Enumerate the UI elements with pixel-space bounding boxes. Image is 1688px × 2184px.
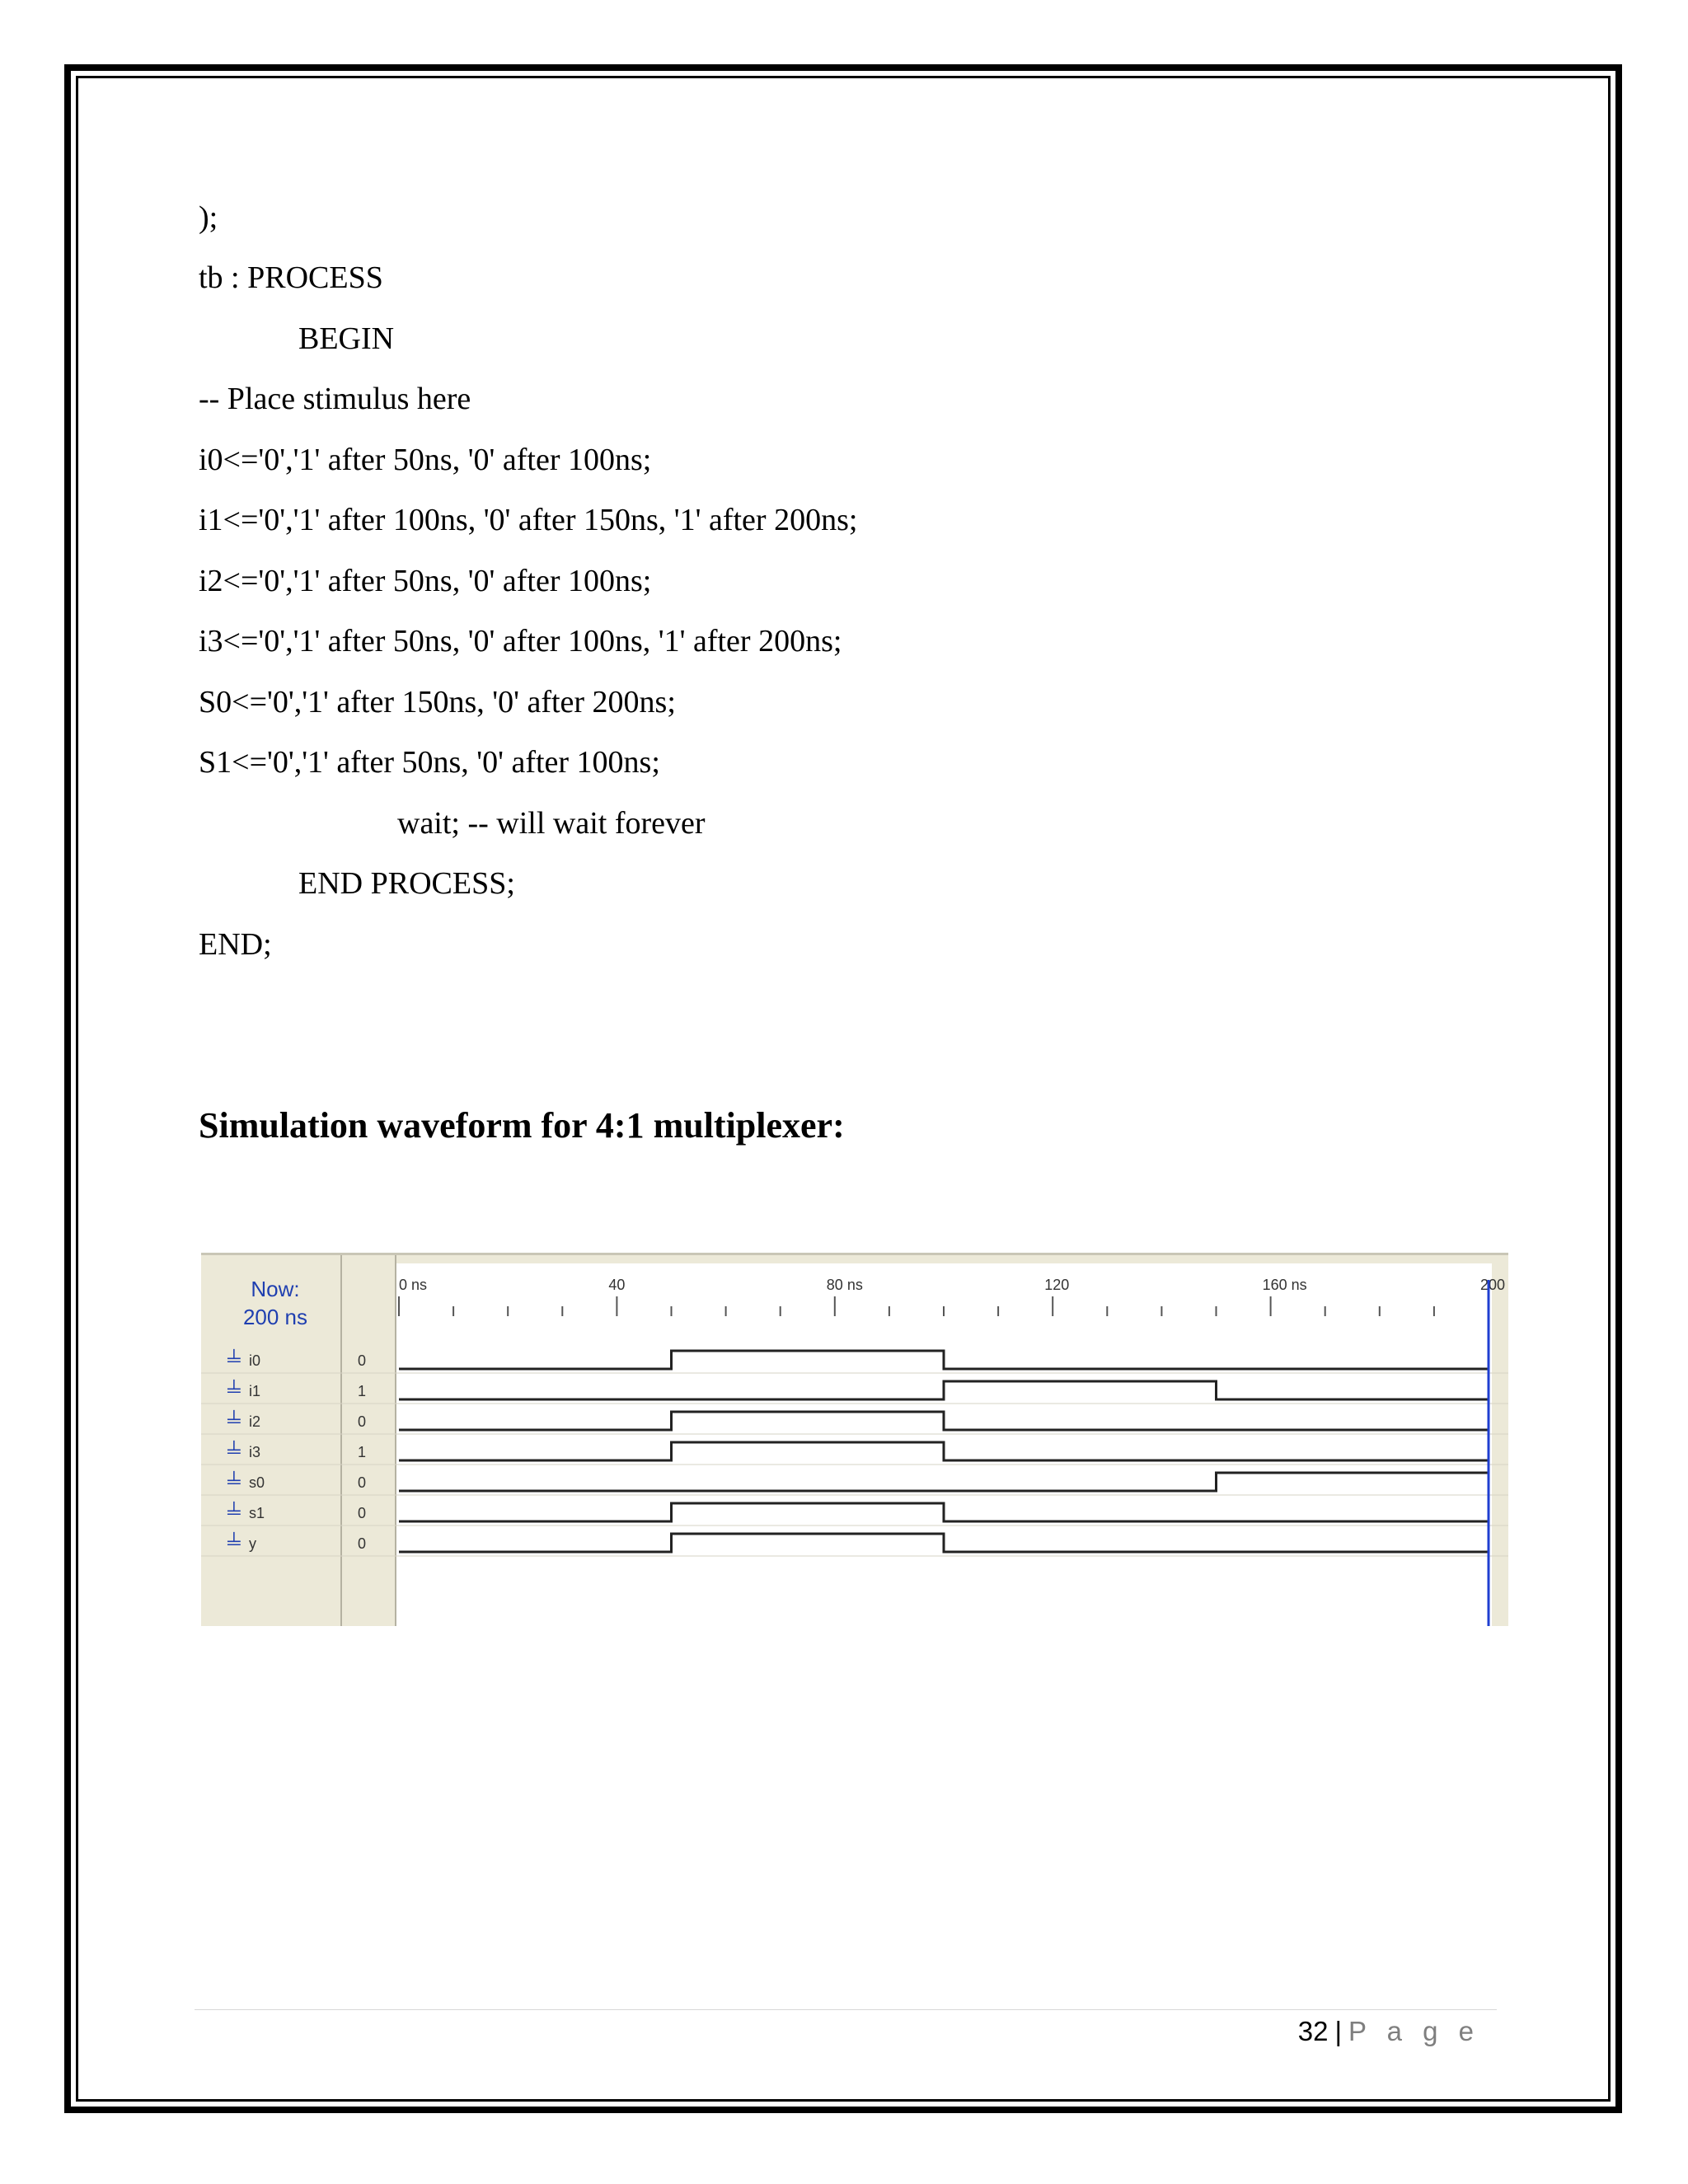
code-line: i3<='0','1' after 50ns, '0' after 100ns, '1' after 200ns; (199, 624, 842, 658)
waveform-screenshot (201, 1253, 1508, 1626)
code-line: i2<='0','1' after 50ns, '0' after 100ns; (199, 564, 652, 598)
page-footer (1298, 2016, 1480, 2047)
time-label: 160 ns (1262, 1277, 1307, 1293)
page-number: 32 (1297, 2016, 1329, 2046)
time-label: 80 ns (826, 1277, 863, 1293)
time-label: 0 ns (399, 1277, 428, 1293)
signal-icon: ╧ (227, 1471, 241, 1492)
signal-value: 0 (358, 1535, 367, 1552)
now-label: Now: (251, 1277, 300, 1301)
section-heading: Simulation waveform for 4:1 multiplexer: (199, 1105, 845, 1146)
signal-name: s0 (249, 1474, 265, 1491)
code-line: S0<='0','1' after 150ns, '0' after 200ns; (199, 685, 676, 719)
signal-value: 0 (358, 1352, 367, 1369)
signal-name: i1 (249, 1383, 261, 1399)
signal-icon: ╧ (227, 1349, 241, 1370)
code-line: BEGIN (298, 321, 395, 356)
signal-icon: ╧ (227, 1441, 241, 1461)
signal-icon: ╧ (227, 1410, 241, 1431)
code-line: i0<='0','1' after 50ns, '0' after 100ns; (199, 443, 652, 477)
signal-icon: ╧ (227, 1532, 241, 1553)
time-label: 200 (1480, 1277, 1506, 1293)
signal-name: i2 (249, 1413, 261, 1430)
footer-separator: | (1334, 2016, 1343, 2046)
signal-value: 0 (358, 1413, 367, 1430)
signal-value: 0 (358, 1505, 367, 1521)
signal-name: i3 (249, 1444, 261, 1460)
time-label: 120 (1044, 1277, 1070, 1293)
footer-rule (195, 2009, 1497, 2010)
signal-icon: ╧ (227, 1380, 241, 1400)
code-line: S1<='0','1' after 50ns, '0' after 100ns; (199, 745, 660, 780)
code-line: wait; -- will wait forever (397, 806, 706, 841)
signal-value: 1 (358, 1444, 367, 1460)
code-line: tb : PROCESS (199, 260, 383, 295)
signal-icon: ╧ (227, 1502, 241, 1522)
page-label: P a g e (1348, 2016, 1480, 2046)
code-line: ); (199, 200, 218, 235)
now-value: 200 ns (242, 1305, 308, 1329)
signal-name: s1 (249, 1505, 265, 1521)
code-line: END; (199, 927, 272, 962)
signal-value: 1 (358, 1383, 367, 1399)
time-label: 40 (608, 1277, 626, 1293)
waveform-chart (201, 1255, 1508, 1626)
code-line: END PROCESS; (298, 866, 515, 901)
code-line: i1<='0','1' after 100ns, '0' after 150ns, '1' after 200ns; (199, 503, 858, 537)
signal-value: 0 (358, 1474, 367, 1491)
signal-name: i0 (249, 1352, 261, 1369)
signal-name: y (249, 1535, 256, 1552)
code-line: -- Place stimulus here (199, 382, 471, 416)
